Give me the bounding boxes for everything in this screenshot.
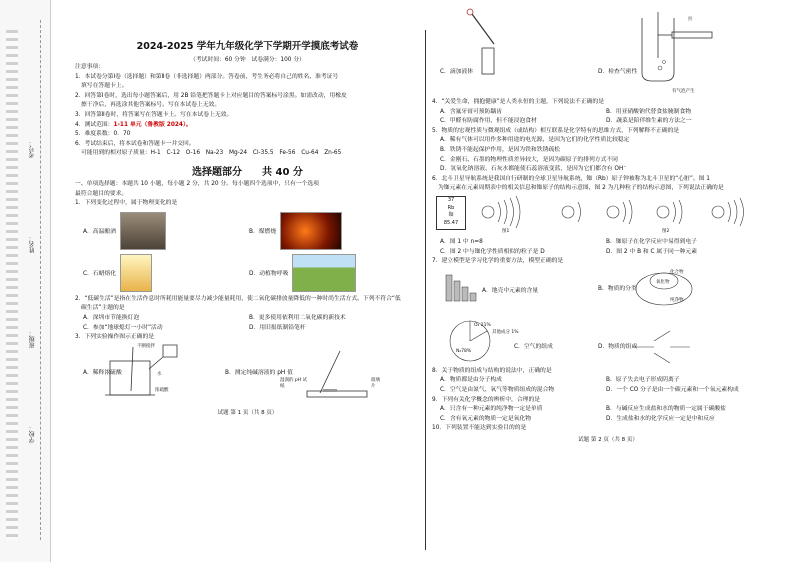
atom-structure-diagrams [468,194,788,234]
question-2-cont: 碳生活”主题的是 [81,305,125,312]
question-2: 2．“低碳生活”是指在生活作息时所耗用能量要尽力减少能量耗用，使二氧化碳排放量降低的一种时尚生活方式。下列不符合“低 [75,295,401,302]
note-item: 4．测试范围： [75,121,114,128]
bubble-label: 有气泡产生 [672,89,695,94]
q9-option-d: D．生成盐和水的化学反应一定是中和反应 [606,415,715,422]
element-symbol: Rb [447,204,455,211]
notes-heading: 注意事项： [75,64,104,70]
grassland-image [292,254,356,292]
ph-paper-label: 湿润的 pH 试纸 [280,377,308,389]
q3-option-a: A．稀释浓硫酸 [83,369,122,376]
q9-option-a: A．只含有一种元素的纯净物一定是单质 [440,406,543,413]
acid-label: 浓硫酸 [155,387,169,393]
question-1: 1．下列变化过程中，属于物理变化的是 [75,200,178,207]
q5-option-c: C．金刚石、石墨的物理性质差异较大，是因为碳原子的排列方式不同 [440,156,618,163]
q3-cd-diagram [432,8,784,98]
water-label: 水 [157,371,162,377]
left-column [75,8,420,418]
question-6: 6．北斗卫星导航系统是我国自行研制的全球卫星导航系统，铷（Rb）原子钟被称为北斗卫星的“心脏”。图 1 [432,175,710,182]
q9-option-b: B．与碱反应生成盐和水的物质一定属于碳酸盐 [606,406,726,413]
stir-label: 不断搅拌 [137,343,155,349]
q8-option-b: B．原子失去电子形成阴离子 [606,377,680,384]
q7-figures [432,267,784,367]
page-footer-1: 试题 第 1 页（共 8 页） [217,409,278,416]
pull-label: 拉 [688,17,693,22]
o2-label: O₂ 21% [474,322,491,328]
q3-cd-figures [432,8,784,98]
exam-title: 2024-2025 学年九年级化学下学期开学摸底考试卷 [136,41,359,52]
note-item: 2．回答第Ⅰ卷时，选出每小题答案后，用 2B 铅笔把答题卡上对应题目的答案标号涂黑。如需改动，用橡皮 [75,92,347,99]
oxide-label: 氧化物 [656,279,670,285]
coal-burning-image [280,212,342,250]
q8-option-d: D．一个 CO 分子是由一个碳元素和一个氧元素构成 [606,386,739,393]
note-item: 1．本试卷分第Ⅰ卷（选择题）和第Ⅱ卷（非选择题）两部分。答卷前，考生务必将自己的姓名、准考证号 [75,73,339,80]
periodic-cell [436,196,466,230]
q1-option-d: D．动植物呼吸 [249,271,289,278]
q7-option-a: A．地壳中元素的含量 [482,287,539,294]
note-item: 填写在答题卡上。 [81,83,128,90]
class-label: 班级： [29,330,36,348]
q8-option-a: A．物质都是由分子构成 [440,377,502,384]
school-label: 学校： [29,425,36,443]
right-column [432,8,784,445]
question-3: 3．下列实验操作图示正确的是 [75,334,155,341]
question-5: 5．物质的宏观性质与微观组成（或结构）相互联系是化学特有的思维方式，下列解释不正确的是 [432,127,680,134]
note-item-scope [75,121,420,131]
q6-option-b: B．铷原子在化学反应中易得到电子 [606,238,697,245]
q2-option-b: B．更多使用依利用二氧化碳的新技术 [249,314,346,321]
q9-option-c: C．含有氧元素的物质一定是氧化物 [440,415,532,422]
q5-option-a: A．稀有气体可以用作多种用途的电光源，是因为它们的化学性质比较稳定 [440,137,630,144]
q3-option-b: B．测定纯碱溶液的 pH 值 [225,369,293,376]
q5-option-d: D．氢氧化钠溶液、石灰水都能使石蕊溶液变蓝，是因为它们都含有 OH⁻ [440,166,627,173]
q1-option-a: A．高温酿酒 [83,229,116,236]
q6-option-d: D．图 2 中 B 和 C 属于同一种元素 [606,248,697,255]
question-8: 8．关于物质的组成与结构的说法中，正确的是 [432,367,552,374]
question-7: 7．建立模型是学习化学的重要方法，模型正确的是 [432,258,564,265]
q4-option-c: C．甲醛有防腐作用，但不能浸泡食材 [440,118,537,125]
wax-melting-image [120,254,152,292]
q2-option-a: A．深圳市节能换灯泡 [83,314,140,321]
q8-option-c: C．空气是由氮气、氧气等物质组成的混合物 [440,386,555,393]
seal-line [40,20,41,540]
q7-option-d: D．物质的组成 [598,343,638,350]
scope-text: 1-11 单元（鲁教版 2024）。 [113,121,192,128]
q2-option-c: C．参加“地球熄灯一小时”活动 [83,324,163,331]
note-item: 5．难度系数：0．70 [75,131,131,138]
n2-label: N₂78% [456,348,472,354]
note-item: 擦干净后，再选涂其他答案标号。写在本试卷上无效。 [81,102,221,109]
name-label: 姓名： [29,235,36,253]
glass-label: 玻璃片 [371,377,380,389]
q4-option-b: B．用亚硝酸钠代替食盐腌制食物 [606,108,692,115]
pure-substance-label: 纯净物 [670,297,684,303]
q2-option-d: D．用旧报纸制铅笔杆 [249,324,306,331]
wine-making-image [120,212,166,250]
note-item: 3．回答第Ⅱ卷时，将答案写在答题卡上。写在本试卷上无效。 [75,111,233,118]
q7-option-b: B．物质的分类 [598,285,637,292]
q7-option-c: C．空气的组成 [514,343,553,350]
section-title: 选择题部分 共 40 分 [192,166,303,178]
q1-option-b: B．煤燃烧 [249,229,277,236]
question-9: 9．下列有关化学概念的辨析中，合理的是 [432,396,541,403]
note-item: 6．考试结束后，将本试卷和答题卡一并交回。 [75,140,195,147]
question-10: 10．下列装置不能达到实验目的的是 [432,425,527,432]
exam-subtitle: （考试时间：60 分钟 试卷满分：100 分） [190,57,305,63]
page-footer-2: 试题 第 2 页（共 8 页） [578,436,638,443]
section-intro: 一、单项选择题：本题共 10 小题，每小题 2 分，共 20 分。每小题四个选项中，只有一个选项 [75,180,319,187]
q4-option-a: A．含氟牙膏可预防龋齿 [440,108,502,115]
figure-2-label: 图2 [662,228,670,234]
question-4: 4．“关爱生命，拥抱健康”是人类永恒的主题，下列说法不正确的是 [432,99,605,105]
question-6-cont: 为铷元素在元素周期表中的相关信息和铷原子的结构示意图，图 2 为几种粒子的结构示意图，下列说法正确的是 [438,185,724,192]
q3-option-d: D．检查气密性 [598,69,638,75]
q6-option-a: A．图 1 中 n=8 [440,238,483,245]
binding-margin [0,0,51,562]
number-label: 考号： [29,140,36,158]
column-divider [425,30,426,550]
atomic-number: 37 [447,196,455,203]
atomic-mass: 85.47 [443,219,459,226]
q1-option-c: C．石蜡熔化 [83,271,117,278]
other-label: 其他成分 1% [492,329,519,335]
q3-figures [75,343,420,405]
q6-option-c: C．图 2 中与铷化学性质相似的粒子是 D [440,248,545,255]
element-name: 铷 [448,212,454,219]
q3-option-c: C．滴加液体 [440,69,474,75]
q5-option-b: B．铁锈不能起保护作用，是因为铁和铁锈疏松 [440,146,560,153]
binding-pattern [6,30,18,540]
q4-option-d: D．蔬菜是陪伴维生素的方法之一 [606,118,692,125]
compound-label: 化合物 [670,269,684,275]
atomic-masses: 可能用到的相对原子质量：H-1 C-12 O-16 Na-23 Mg-24 Cl-35.5 Fe-56 Cu-64 Zn-65 [81,150,342,157]
figure-1-label: 图1 [502,228,510,234]
q6-figures [432,194,784,238]
section-intro: 最符合题目的要求。 [75,190,128,197]
